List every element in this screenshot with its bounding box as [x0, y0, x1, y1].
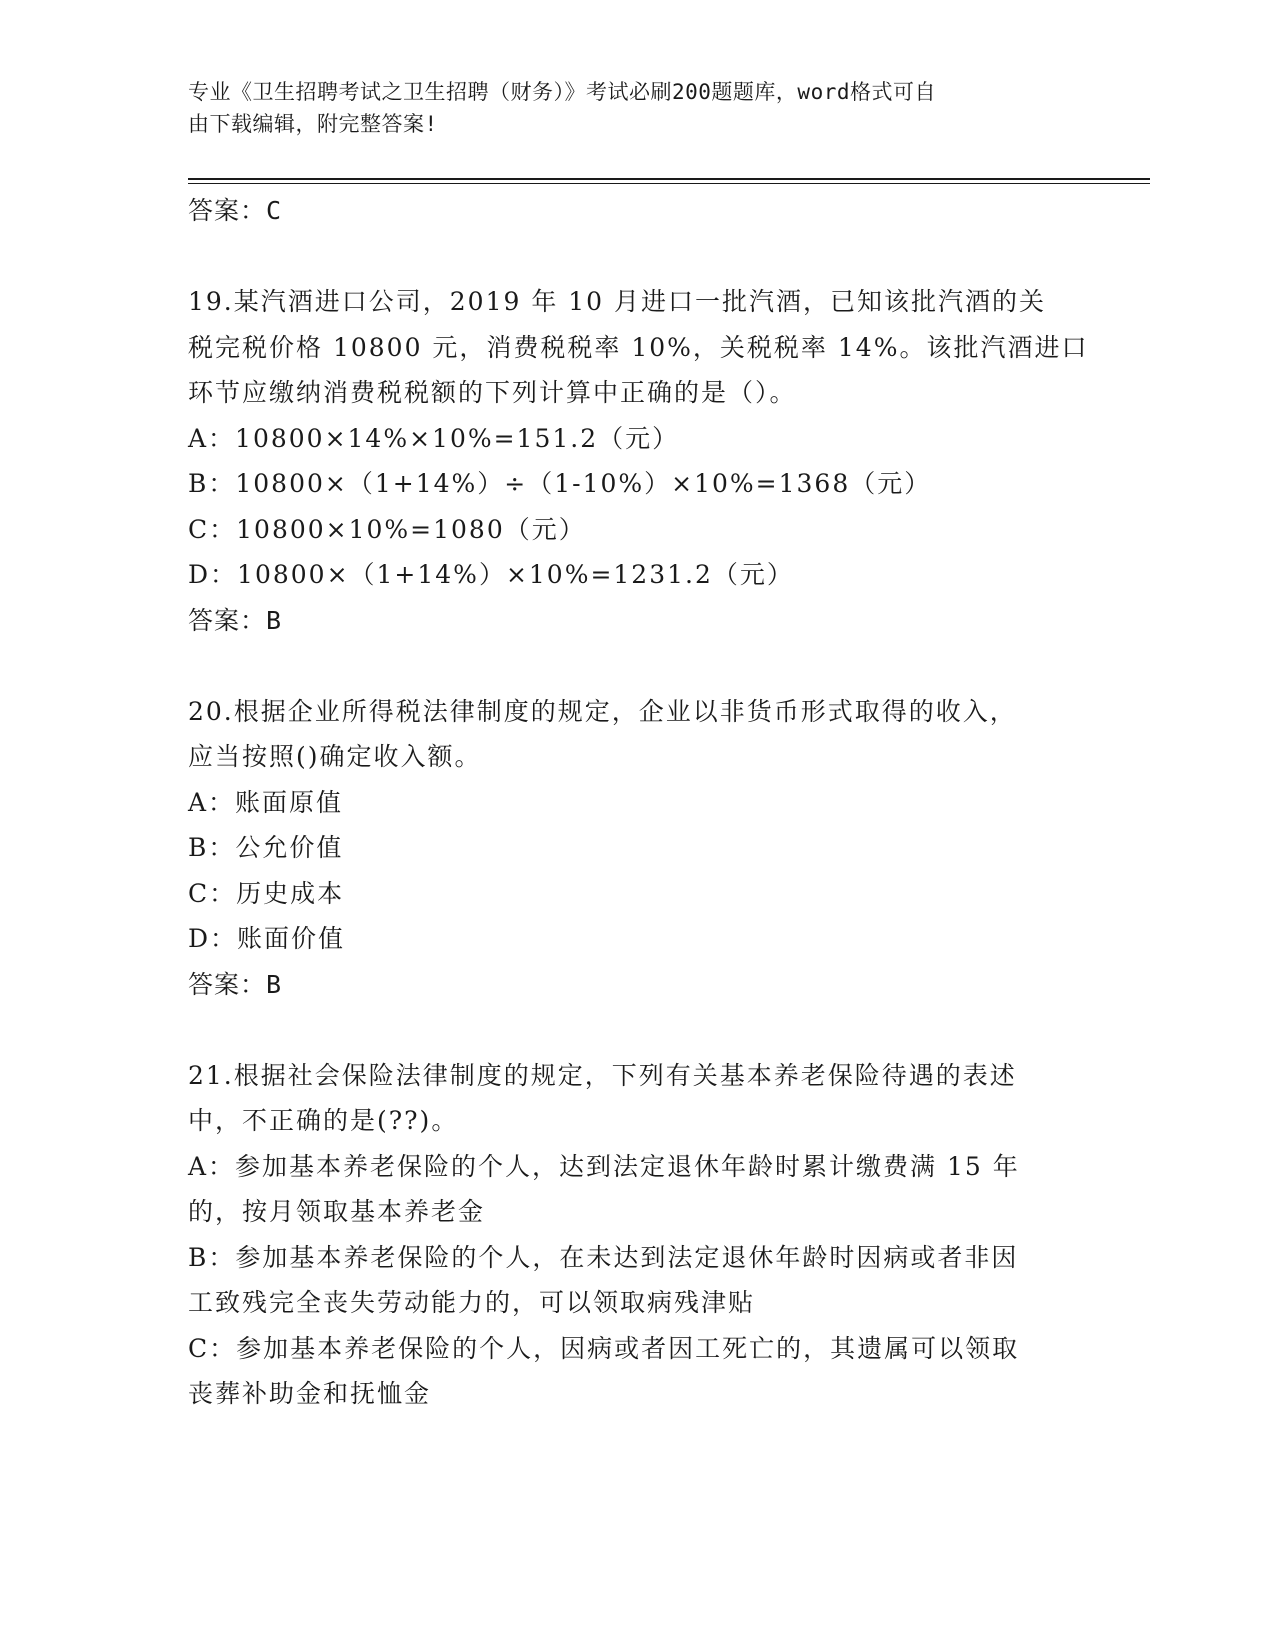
- option-b-continued: 工致残完全丧失劳动能力的，可以领取病残津贴: [188, 1288, 756, 1317]
- question-text-line: 19.某汽酒进口公司，2019 年 10 月进口一批汽酒，已知该批汽酒的关: [188, 287, 1047, 316]
- option-c: C：10800×10%=1080（元）: [188, 514, 586, 544]
- option-a: A：账面原值: [188, 787, 344, 817]
- question-text-line: 21.根据社会保险法律制度的规定，下列有关基本养老保险待遇的表述: [188, 1060, 1017, 1090]
- question-19: [188, 279, 1089, 643]
- option-a: A：10800×14%×10%=151.2（元）: [188, 423, 680, 453]
- header-line-2: 由下载编辑，附完整答案!: [188, 112, 438, 136]
- document-header: [188, 76, 1068, 140]
- option-a-continued: 的，按月领取基本养老金: [188, 1197, 486, 1226]
- spacer: [188, 643, 1078, 689]
- option-c: C：历史成本: [188, 878, 345, 908]
- question-text-line: 20.根据企业所得税法律制度的规定，企业以非货币形式取得的收入，: [188, 696, 1017, 726]
- question-text-line: 应当按照()确定收入额。: [188, 742, 482, 771]
- document-body: [188, 188, 1089, 1417]
- spacer: [188, 234, 1078, 280]
- question-text-line: 中，不正确的是(??)。: [188, 1106, 459, 1135]
- question-21: [188, 1053, 1078, 1417]
- option-c: C：参加基本养老保险的个人，因病或者因工死亡的，其遗属可以领取: [188, 1333, 1020, 1363]
- option-b: B：公允价值: [188, 833, 344, 862]
- answer-line: 答案：B: [188, 605, 283, 635]
- option-c-continued: 丧葬补助金和抚恤金: [188, 1379, 432, 1408]
- header-rule-thick: [188, 178, 1150, 180]
- header-line-1: 专业《卫生招聘考试之卫生招聘（财务）》考试必刷200题题库，word格式可自: [188, 80, 936, 104]
- option-b: B：10800×（1+14%）÷（1-10%）×10%=1368（元）: [188, 469, 932, 498]
- previous-answer: 答案：C: [188, 196, 283, 225]
- answer-line: 答案：B: [188, 969, 283, 999]
- question-text-line: 环节应缴纳消费税税额的下列计算中正确的是（）。: [188, 378, 797, 407]
- question-20: [188, 689, 1078, 1008]
- option-d: D：10800×（1+14%）×10%=1231.2（元）: [188, 560, 794, 589]
- spacer: [188, 1007, 1078, 1053]
- option-b: B：参加基本养老保险的个人，在未达到法定退休年龄时因病或者非因: [188, 1242, 1019, 1272]
- question-text-line: 税完税价格 10800 元，消费税税率 10%，关税税率 14%。该批汽酒进口: [188, 332, 1089, 362]
- option-d: D：账面价值: [188, 924, 346, 953]
- option-a: A：参加基本养老保险的个人，达到法定退休年龄时累计缴费满 15 年: [188, 1151, 1020, 1181]
- header-rule-thin: [188, 183, 1150, 184]
